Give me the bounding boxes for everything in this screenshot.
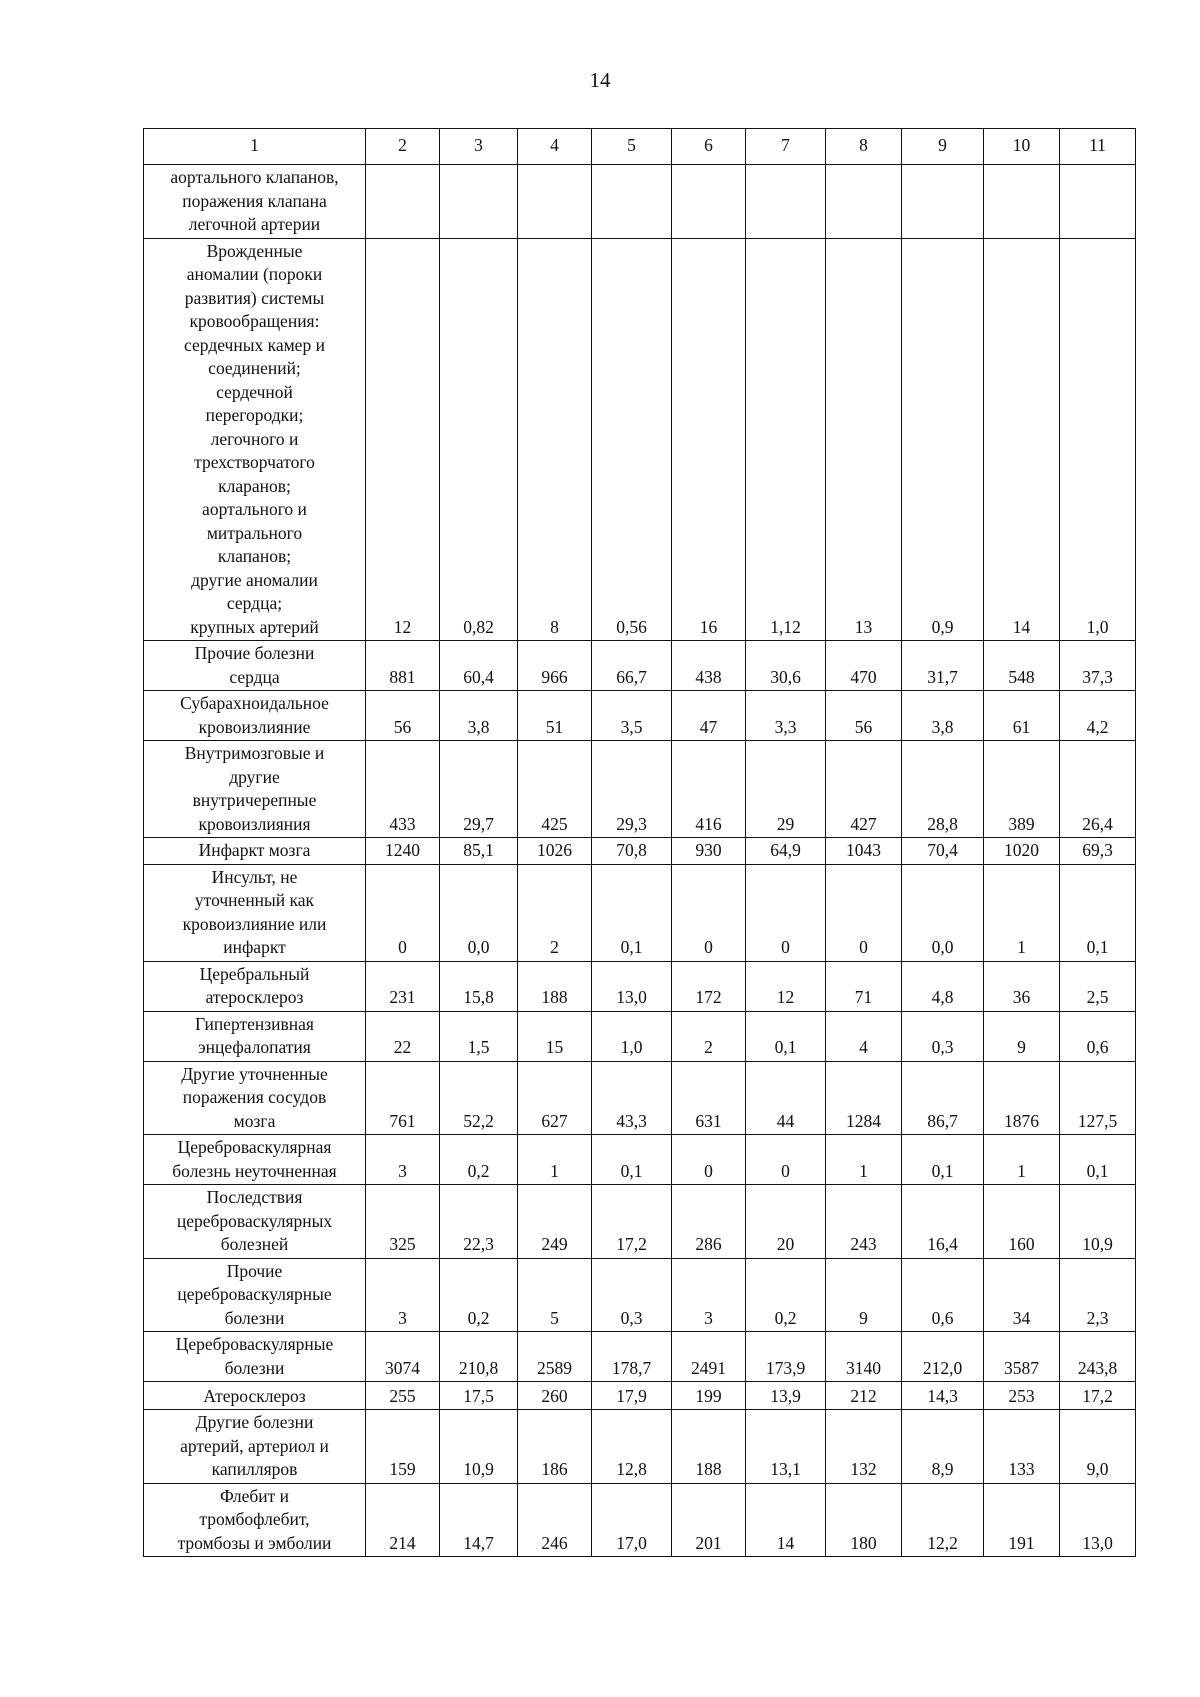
value-cell-col-9: 212,0 — [902, 1332, 984, 1382]
value-cell-col-11: 243,8 — [1060, 1332, 1136, 1382]
value-cell-col-7: 0 — [746, 864, 826, 961]
value-cell-col-3: 0,0 — [440, 864, 518, 961]
value-cell-col-5: 3,5 — [592, 691, 672, 741]
value-cell-col-6: 47 — [672, 691, 746, 741]
row-label: Прочие болезни сердца — [144, 641, 366, 691]
value-cell-col-7: 30,6 — [746, 641, 826, 691]
value-cell-col-6: 631 — [672, 1061, 746, 1135]
value-cell-col-9: 0,6 — [902, 1258, 984, 1332]
value-cell-col-10: 34 — [984, 1258, 1060, 1332]
value-cell-col-9: 0,0 — [902, 864, 984, 961]
page-number: 14 — [589, 68, 611, 92]
value-cell-col-9: 0,1 — [902, 1135, 984, 1185]
value-cell-col-9: 70,4 — [902, 838, 984, 865]
value-cell-col-6: 201 — [672, 1483, 746, 1557]
value-cell-col-7: 64,9 — [746, 838, 826, 865]
column-number-9: 9 — [902, 129, 984, 165]
row-label: Другие болезни артерий, артериол и капилляров — [144, 1410, 366, 1484]
value-cell-col-10: 548 — [984, 641, 1060, 691]
row-label: Атеросклероз — [144, 1382, 366, 1410]
value-cell-col-7: 14 — [746, 1483, 826, 1557]
column-number-11: 11 — [1060, 129, 1136, 165]
value-cell-col-5: 43,3 — [592, 1061, 672, 1135]
value-cell-col-7: 13,1 — [746, 1410, 826, 1484]
value-cell-col-11: 2,3 — [1060, 1258, 1136, 1332]
value-cell-col-3: 0,82 — [440, 238, 518, 641]
value-cell-col-11: 26,4 — [1060, 741, 1136, 838]
value-cell-col-6: 0 — [672, 864, 746, 961]
value-cell-col-6: 416 — [672, 741, 746, 838]
value-cell-col-8: 1 — [826, 1135, 902, 1185]
value-cell-col-4: 5 — [518, 1258, 592, 1332]
value-cell-col-5: 1,0 — [592, 1011, 672, 1061]
value-cell-col-5: 13,0 — [592, 961, 672, 1011]
table-row — [144, 1011, 1136, 1061]
value-cell-col-11: 0,1 — [1060, 864, 1136, 961]
value-cell-col-10: 61 — [984, 691, 1060, 741]
value-cell-col-6: 188 — [672, 1410, 746, 1484]
value-cell-col-8: 132 — [826, 1410, 902, 1484]
column-number-7: 7 — [746, 129, 826, 165]
value-cell-col-10: 14 — [984, 238, 1060, 641]
value-cell-col-4: 188 — [518, 961, 592, 1011]
table-row — [144, 238, 1136, 641]
value-cell-col-7: 3,3 — [746, 691, 826, 741]
value-cell-col-2: 3 — [366, 1135, 440, 1185]
column-number-4: 4 — [518, 129, 592, 165]
value-cell-col-9: 4,8 — [902, 961, 984, 1011]
value-cell-col-8: 212 — [826, 1382, 902, 1410]
value-cell-col-6: 172 — [672, 961, 746, 1011]
value-cell-col-3: 1,5 — [440, 1011, 518, 1061]
value-cell-col-10: 3587 — [984, 1332, 1060, 1382]
value-cell-col-9: 8,9 — [902, 1410, 984, 1484]
value-cell-col-2: 3074 — [366, 1332, 440, 1382]
table-row — [144, 1061, 1136, 1135]
value-cell-col-2: 433 — [366, 741, 440, 838]
value-cell-col-4: 627 — [518, 1061, 592, 1135]
value-cell-col-8: 1043 — [826, 838, 902, 865]
value-cell-col-4: 425 — [518, 741, 592, 838]
value-cell-col-3: 60,4 — [440, 641, 518, 691]
value-cell-col-3: 22,3 — [440, 1185, 518, 1259]
value-cell-col-9: 16,4 — [902, 1185, 984, 1259]
value-cell-col-6: 930 — [672, 838, 746, 865]
value-cell-col-9: 14,3 — [902, 1382, 984, 1410]
value-cell-col-11: 17,2 — [1060, 1382, 1136, 1410]
value-cell-col-8: 71 — [826, 961, 902, 1011]
table-row — [144, 864, 1136, 961]
column-number-10: 10 — [984, 129, 1060, 165]
column-number-6: 6 — [672, 129, 746, 165]
value-cell-col-5: 0,1 — [592, 1135, 672, 1185]
value-cell-col-10: 191 — [984, 1483, 1060, 1557]
row-label: Гипертензивная энцефалопатия — [144, 1011, 366, 1061]
value-cell-col-7: 13,9 — [746, 1382, 826, 1410]
value-cell-col-8: 427 — [826, 741, 902, 838]
value-cell-col-9: 86,7 — [902, 1061, 984, 1135]
table-row — [144, 1410, 1136, 1484]
value-cell-col-4: 249 — [518, 1185, 592, 1259]
value-cell-col-4 — [518, 165, 592, 239]
row-label: Врожденные аномалии (пороки развития) системы кровообращения: сердечных камер и соединений; сердечной перегородки; легочного и трехстворчатого кларанов; аортального и митрального клапанов; другие аномалии сердца; крупных артерий — [144, 238, 366, 641]
row-label: Инфаркт мозга — [144, 838, 366, 865]
value-cell-col-8: 180 — [826, 1483, 902, 1557]
value-cell-col-10: 160 — [984, 1185, 1060, 1259]
value-cell-col-8: 9 — [826, 1258, 902, 1332]
value-cell-col-9: 3,8 — [902, 691, 984, 741]
value-cell-col-9: 28,8 — [902, 741, 984, 838]
value-cell-col-7: 12 — [746, 961, 826, 1011]
value-cell-col-4: 15 — [518, 1011, 592, 1061]
value-cell-col-5 — [592, 165, 672, 239]
value-cell-col-11: 10,9 — [1060, 1185, 1136, 1259]
value-cell-col-7: 173,9 — [746, 1332, 826, 1382]
row-label: аортального клапанов, поражения клапана легочной артерии — [144, 165, 366, 239]
value-cell-col-2: 159 — [366, 1410, 440, 1484]
row-label: Прочие цереброваскулярные болезни — [144, 1258, 366, 1332]
value-cell-col-6: 16 — [672, 238, 746, 641]
value-cell-col-4: 51 — [518, 691, 592, 741]
value-cell-col-11: 0,6 — [1060, 1011, 1136, 1061]
column-number-2: 2 — [366, 129, 440, 165]
value-cell-col-11: 1,0 — [1060, 238, 1136, 641]
value-cell-col-10: 1020 — [984, 838, 1060, 865]
row-label: Церебральный атеросклероз — [144, 961, 366, 1011]
value-cell-col-10: 9 — [984, 1011, 1060, 1061]
value-cell-col-8: 3140 — [826, 1332, 902, 1382]
column-number-8: 8 — [826, 129, 902, 165]
value-cell-col-5: 17,9 — [592, 1382, 672, 1410]
value-cell-col-3: 29,7 — [440, 741, 518, 838]
table-row — [144, 961, 1136, 1011]
value-cell-col-8: 0 — [826, 864, 902, 961]
value-cell-col-11: 0,1 — [1060, 1135, 1136, 1185]
value-cell-col-3: 3,8 — [440, 691, 518, 741]
table-row — [144, 838, 1136, 865]
table-header-row — [144, 129, 1136, 165]
value-cell-col-2: 881 — [366, 641, 440, 691]
column-number-1: 1 — [144, 129, 366, 165]
value-cell-col-11: 69,3 — [1060, 838, 1136, 865]
value-cell-col-11 — [1060, 165, 1136, 239]
value-cell-col-4: 260 — [518, 1382, 592, 1410]
value-cell-col-6: 286 — [672, 1185, 746, 1259]
value-cell-col-10 — [984, 165, 1060, 239]
value-cell-col-10: 36 — [984, 961, 1060, 1011]
value-cell-col-3: 10,9 — [440, 1410, 518, 1484]
row-label: Последствия цереброваскулярных болезней — [144, 1185, 366, 1259]
table-body — [144, 129, 1136, 1557]
column-number-3: 3 — [440, 129, 518, 165]
value-cell-col-10: 389 — [984, 741, 1060, 838]
row-label: Другие уточненные поражения сосудов мозга — [144, 1061, 366, 1135]
value-cell-col-8: 4 — [826, 1011, 902, 1061]
value-cell-col-7: 1,12 — [746, 238, 826, 641]
value-cell-col-5: 178,7 — [592, 1332, 672, 1382]
value-cell-col-2: 214 — [366, 1483, 440, 1557]
value-cell-col-8: 243 — [826, 1185, 902, 1259]
value-cell-col-9: 0,9 — [902, 238, 984, 641]
value-cell-col-9: 31,7 — [902, 641, 984, 691]
value-cell-col-7: 0,2 — [746, 1258, 826, 1332]
value-cell-col-8: 470 — [826, 641, 902, 691]
value-cell-col-7: 29 — [746, 741, 826, 838]
value-cell-col-3: 52,2 — [440, 1061, 518, 1135]
value-cell-col-3: 210,8 — [440, 1332, 518, 1382]
value-cell-col-6: 2491 — [672, 1332, 746, 1382]
value-cell-col-5: 12,8 — [592, 1410, 672, 1484]
value-cell-col-6: 438 — [672, 641, 746, 691]
value-cell-col-3: 0,2 — [440, 1135, 518, 1185]
value-cell-col-2: 255 — [366, 1382, 440, 1410]
value-cell-col-4: 186 — [518, 1410, 592, 1484]
value-cell-col-11: 13,0 — [1060, 1483, 1136, 1557]
value-cell-col-7: 0,1 — [746, 1011, 826, 1061]
value-cell-col-7: 20 — [746, 1185, 826, 1259]
value-cell-col-5: 66,7 — [592, 641, 672, 691]
value-cell-col-10: 1876 — [984, 1061, 1060, 1135]
value-cell-col-11: 37,3 — [1060, 641, 1136, 691]
value-cell-col-11: 2,5 — [1060, 961, 1136, 1011]
value-cell-col-2: 231 — [366, 961, 440, 1011]
value-cell-col-3 — [440, 165, 518, 239]
row-label: Флебит и тромбофлебит, тромбозы и эмболии — [144, 1483, 366, 1557]
value-cell-col-10: 1 — [984, 864, 1060, 961]
value-cell-col-2: 761 — [366, 1061, 440, 1135]
value-cell-col-9: 12,2 — [902, 1483, 984, 1557]
table-row — [144, 165, 1136, 239]
value-cell-col-6: 3 — [672, 1258, 746, 1332]
value-cell-col-4: 2589 — [518, 1332, 592, 1382]
value-cell-col-5: 17,2 — [592, 1185, 672, 1259]
value-cell-col-3: 15,8 — [440, 961, 518, 1011]
table-row — [144, 1382, 1136, 1410]
value-cell-col-11: 9,0 — [1060, 1410, 1136, 1484]
value-cell-col-2: 12 — [366, 238, 440, 641]
value-cell-col-8: 1284 — [826, 1061, 902, 1135]
value-cell-col-4: 966 — [518, 641, 592, 691]
value-cell-col-5: 29,3 — [592, 741, 672, 838]
value-cell-col-9: 0,3 — [902, 1011, 984, 1061]
value-cell-col-8: 56 — [826, 691, 902, 741]
value-cell-col-3: 85,1 — [440, 838, 518, 865]
value-cell-col-2: 22 — [366, 1011, 440, 1061]
column-number-5: 5 — [592, 129, 672, 165]
value-cell-col-10: 1 — [984, 1135, 1060, 1185]
value-cell-col-2: 56 — [366, 691, 440, 741]
table-row — [144, 1135, 1136, 1185]
row-label: Цереброваскулярные болезни — [144, 1332, 366, 1382]
value-cell-col-7: 0 — [746, 1135, 826, 1185]
row-label: Инсульт, не уточненный как кровоизлияние или инфаркт — [144, 864, 366, 961]
row-label: Внутримозговые и другие внутричерепные кровоизлияния — [144, 741, 366, 838]
statistics-table — [143, 128, 1136, 1557]
table-row — [144, 741, 1136, 838]
value-cell-col-3: 17,5 — [440, 1382, 518, 1410]
value-cell-col-6: 199 — [672, 1382, 746, 1410]
value-cell-col-5: 70,8 — [592, 838, 672, 865]
value-cell-col-4: 2 — [518, 864, 592, 961]
value-cell-col-11: 127,5 — [1060, 1061, 1136, 1135]
value-cell-col-7: 44 — [746, 1061, 826, 1135]
table-row — [144, 1185, 1136, 1259]
value-cell-col-6: 0 — [672, 1135, 746, 1185]
value-cell-col-5: 17,0 — [592, 1483, 672, 1557]
row-label: Субарахноидальное кровоизлияние — [144, 691, 366, 741]
value-cell-col-10: 133 — [984, 1410, 1060, 1484]
value-cell-col-5: 0,1 — [592, 864, 672, 961]
value-cell-col-3: 0,2 — [440, 1258, 518, 1332]
table-row — [144, 1332, 1136, 1382]
value-cell-col-2 — [366, 165, 440, 239]
value-cell-col-2: 325 — [366, 1185, 440, 1259]
table-row — [144, 641, 1136, 691]
value-cell-col-6: 2 — [672, 1011, 746, 1061]
table-row — [144, 1483, 1136, 1557]
value-cell-col-4: 1026 — [518, 838, 592, 865]
value-cell-col-8: 13 — [826, 238, 902, 641]
value-cell-col-2: 0 — [366, 864, 440, 961]
value-cell-col-2: 1240 — [366, 838, 440, 865]
table-row — [144, 1258, 1136, 1332]
value-cell-col-5: 0,56 — [592, 238, 672, 641]
value-cell-col-5: 0,3 — [592, 1258, 672, 1332]
value-cell-col-6 — [672, 165, 746, 239]
value-cell-col-3: 14,7 — [440, 1483, 518, 1557]
value-cell-col-7 — [746, 165, 826, 239]
value-cell-col-11: 4,2 — [1060, 691, 1136, 741]
table-row — [144, 691, 1136, 741]
row-label: Цереброваскулярная болезнь неуточненная — [144, 1135, 366, 1185]
value-cell-col-2: 3 — [366, 1258, 440, 1332]
value-cell-col-9 — [902, 165, 984, 239]
value-cell-col-4: 1 — [518, 1135, 592, 1185]
value-cell-col-10: 253 — [984, 1382, 1060, 1410]
value-cell-col-4: 8 — [518, 238, 592, 641]
value-cell-col-8 — [826, 165, 902, 239]
value-cell-col-4: 246 — [518, 1483, 592, 1557]
